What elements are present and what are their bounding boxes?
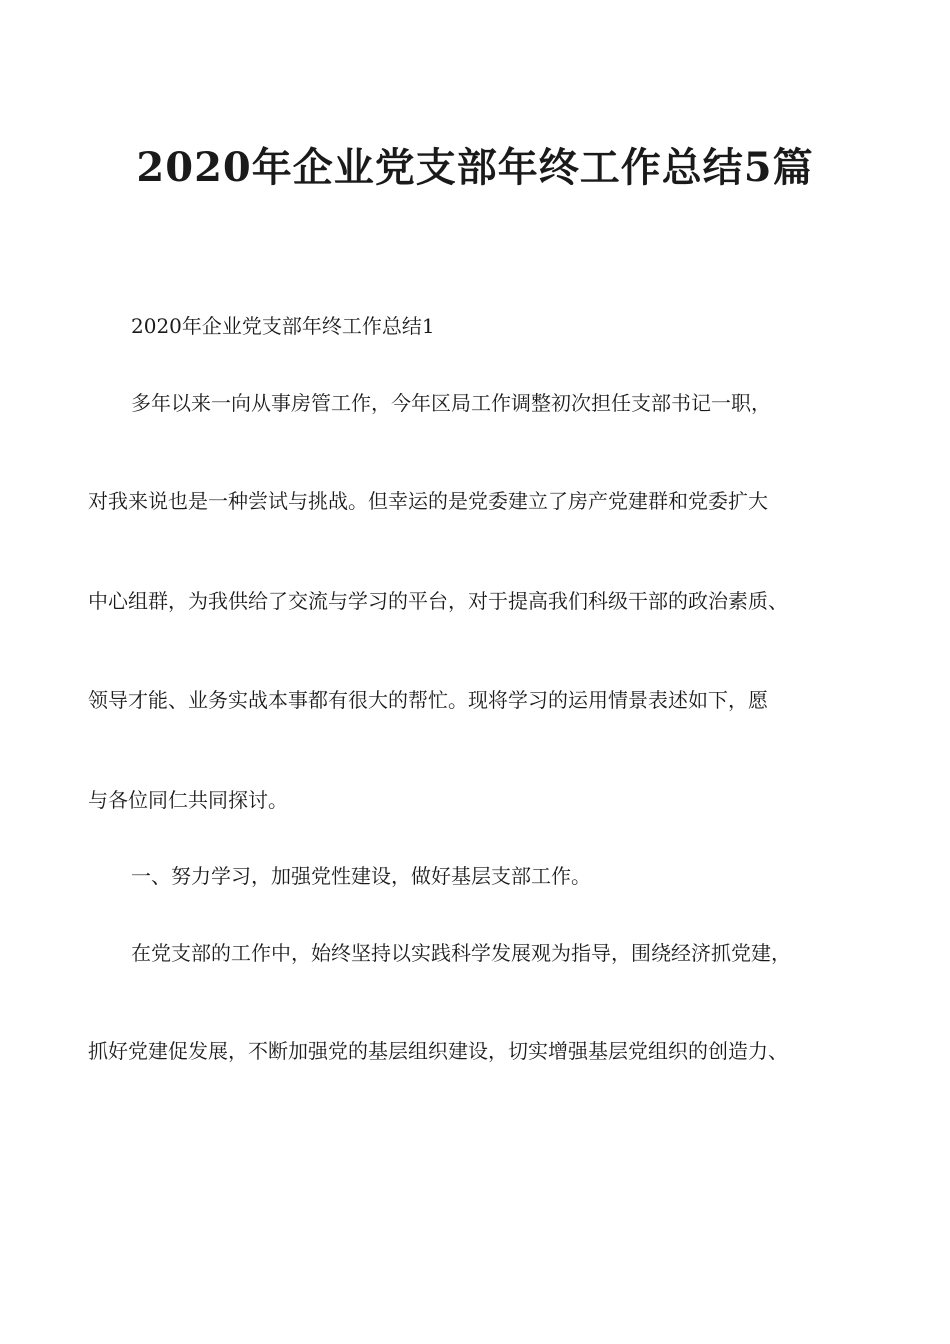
section-heading: 2020年企业党支部年终工作总结1 <box>131 314 435 338</box>
paragraph-line: 多年以来一向从事房管工作，今年区局工作调整初次担任支部书记一职， <box>131 391 771 415</box>
paragraph-line: 对我来说也是一种尝试与挑战。但幸运的是党委建立了房产党建群和党委扩大 <box>88 489 768 513</box>
subheading: 一、努力学习，加强党性建设，做好基层支部工作。 <box>131 864 591 888</box>
document-title: 2020年企业党支部年终工作总结5篇 <box>136 144 814 191</box>
paragraph-line: 在党支部的工作中，始终坚持以实践科学发展观为指导，围绕经济抓党建， <box>131 941 791 965</box>
paragraph-line: 中心组群，为我供给了交流与学习的平台，对于提高我们科级干部的政治素质、 <box>88 589 788 613</box>
paragraph-line: 与各位同仁共同探讨。 <box>88 788 288 812</box>
paragraph-line: 抓好党建促发展，不断加强党的基层组织建设，切实增强基层党组织的创造力、 <box>88 1039 788 1063</box>
paragraph-line: 领导才能、业务实战本事都有很大的帮忙。现将学习的运用情景表述如下，愿 <box>88 688 768 712</box>
